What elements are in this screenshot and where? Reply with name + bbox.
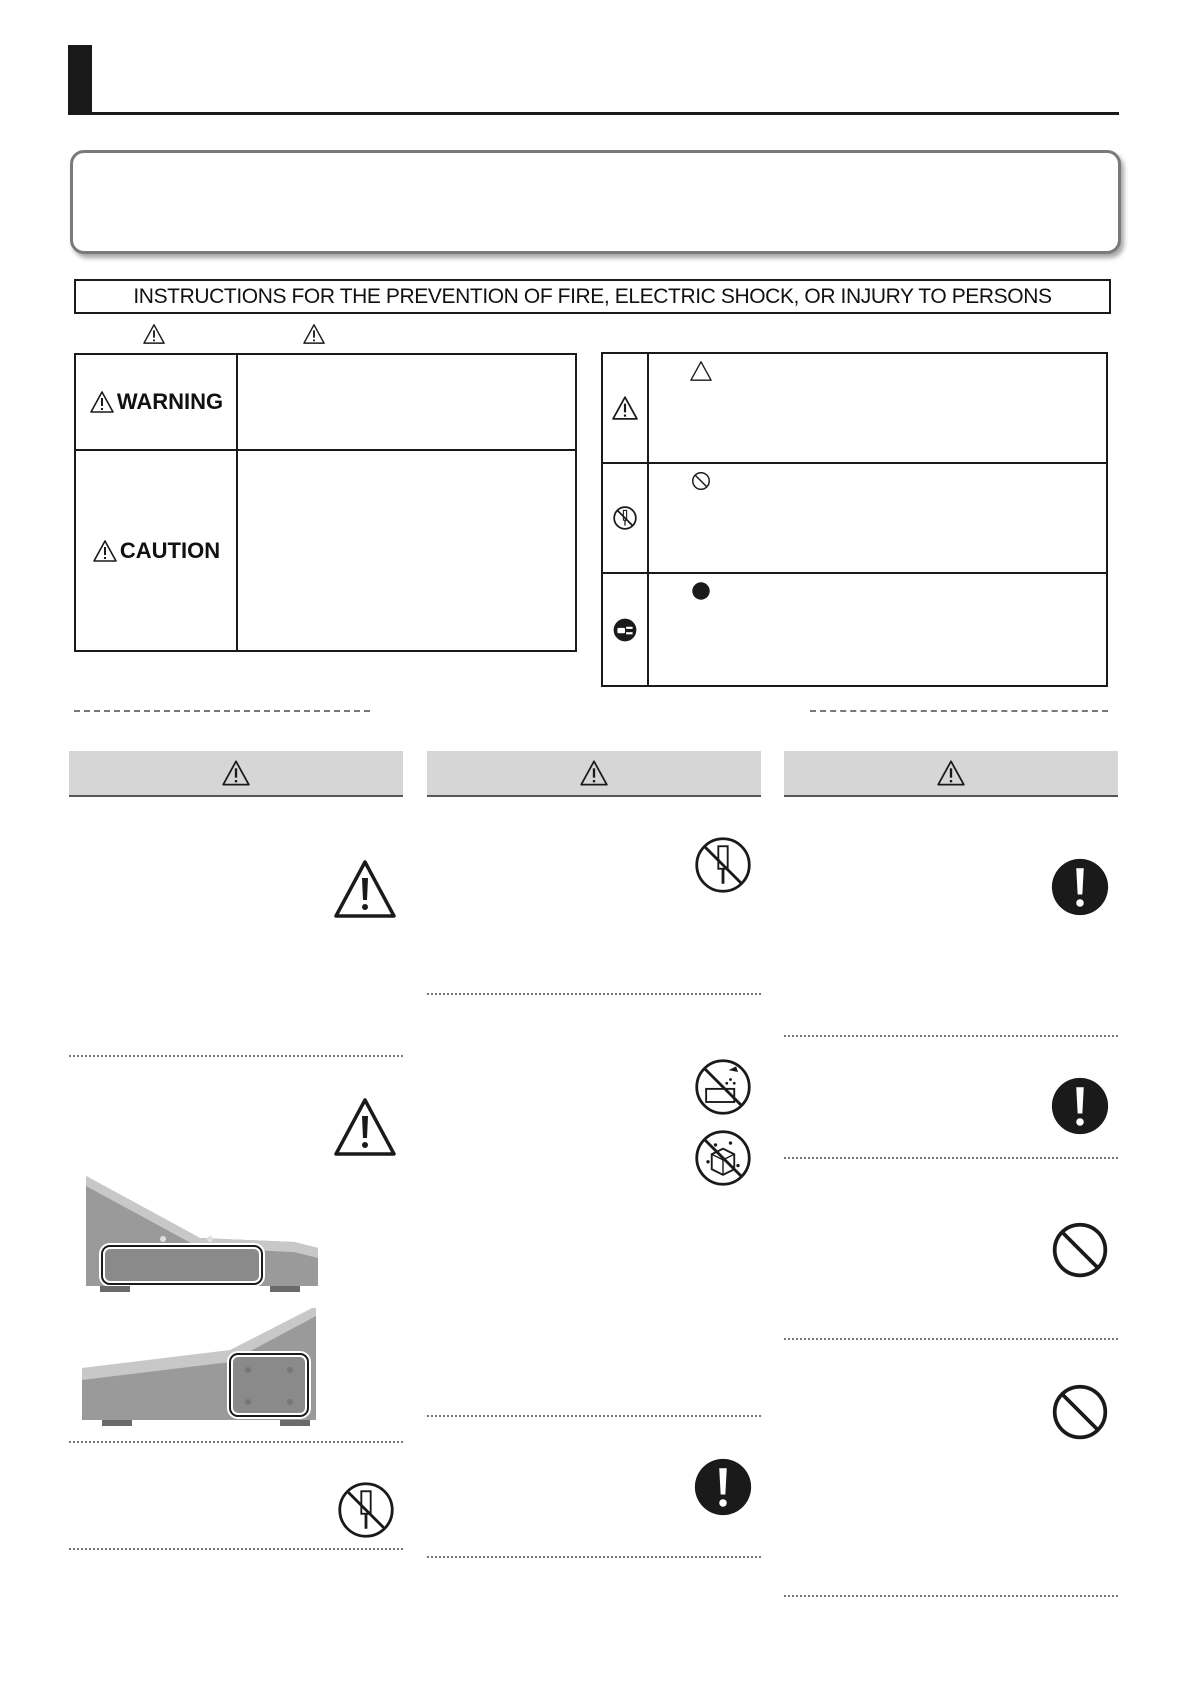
safety-heading: [74, 279, 1111, 314]
caution-label: [76, 451, 238, 650]
symbol-cell: [603, 354, 649, 462]
item-separator: [784, 1157, 1118, 1159]
prohibited-circle-icon: [690, 470, 712, 492]
mandatory-action-icon: [693, 1457, 753, 1517]
item-separator: [784, 1035, 1118, 1037]
symbol-row-prohibit: [603, 464, 1106, 574]
no-water-spray-icon: [693, 1057, 753, 1117]
item-separator: [427, 993, 761, 995]
warning-triangle-icon: [936, 759, 966, 787]
no-disassemble-icon: [336, 1480, 396, 1540]
chapter-title-block: [68, 45, 92, 115]
unplug-icon: [612, 617, 638, 643]
warning-triangle-icon: [303, 323, 325, 345]
definition-table: [74, 353, 577, 652]
mandatory-action-icon: [1050, 1076, 1110, 1136]
warning-triangle-icon: [221, 759, 251, 787]
warning-triangle-icon: [579, 759, 609, 787]
dashed-separator-left: [74, 710, 370, 712]
item-separator: [69, 1055, 403, 1057]
no-disassemble-icon: [612, 505, 638, 531]
warning-triangle-icon: [92, 539, 118, 563]
no-disassemble-icon: [693, 835, 753, 895]
device-side-illustration-vents: [80, 1168, 330, 1298]
filled-circle-icon: [690, 580, 712, 602]
item-separator: [784, 1595, 1118, 1597]
column-header-3: [784, 751, 1118, 797]
triangle-alert-icon: [612, 395, 638, 421]
symbol-cell: [603, 574, 649, 685]
intro-box: [70, 150, 1121, 254]
warning-triangle-icon: [333, 858, 397, 922]
item-separator: [784, 1338, 1118, 1340]
prohibited-circle-icon: [1050, 1220, 1110, 1280]
caution-description: [238, 451, 575, 650]
warning-triangle-icon: [333, 1096, 397, 1160]
no-moisture-icon: [693, 1128, 753, 1188]
warning-triangle-icon: [89, 390, 115, 414]
warning-description: [238, 355, 575, 449]
outline-triangle-icon: [690, 360, 712, 382]
chapter-title-rule: [68, 112, 1119, 115]
device-side-illustration-panel: [80, 1308, 330, 1438]
item-separator: [69, 1441, 403, 1443]
dashed-separator-right: [810, 710, 1108, 712]
safety-heading-text: INSTRUCTIONS FOR THE PREVENTION OF FIRE, ELECTRIC SHOCK, OR INJURY TO PERSONS: [133, 284, 1052, 308]
mandatory-action-icon: [1050, 857, 1110, 917]
symbols-table: [601, 352, 1108, 687]
definition-row-caution: [76, 451, 575, 650]
column-header-1: [69, 751, 403, 797]
item-separator: [69, 1548, 403, 1550]
item-separator: [427, 1415, 761, 1417]
prohibited-circle-icon: [1050, 1382, 1110, 1442]
symbol-cell: [603, 464, 649, 572]
definition-row-warning: [76, 355, 575, 451]
symbol-row-mandatory: [603, 574, 1106, 685]
item-separator: [427, 1556, 761, 1558]
warning-label: [76, 355, 238, 449]
column-header-2: [427, 751, 761, 797]
caution-label-text: CAUTION: [119, 537, 221, 563]
symbol-row-alert: [603, 354, 1106, 464]
warning-triangle-icon: [143, 323, 165, 345]
warning-label-text: WARNING: [116, 389, 224, 414]
